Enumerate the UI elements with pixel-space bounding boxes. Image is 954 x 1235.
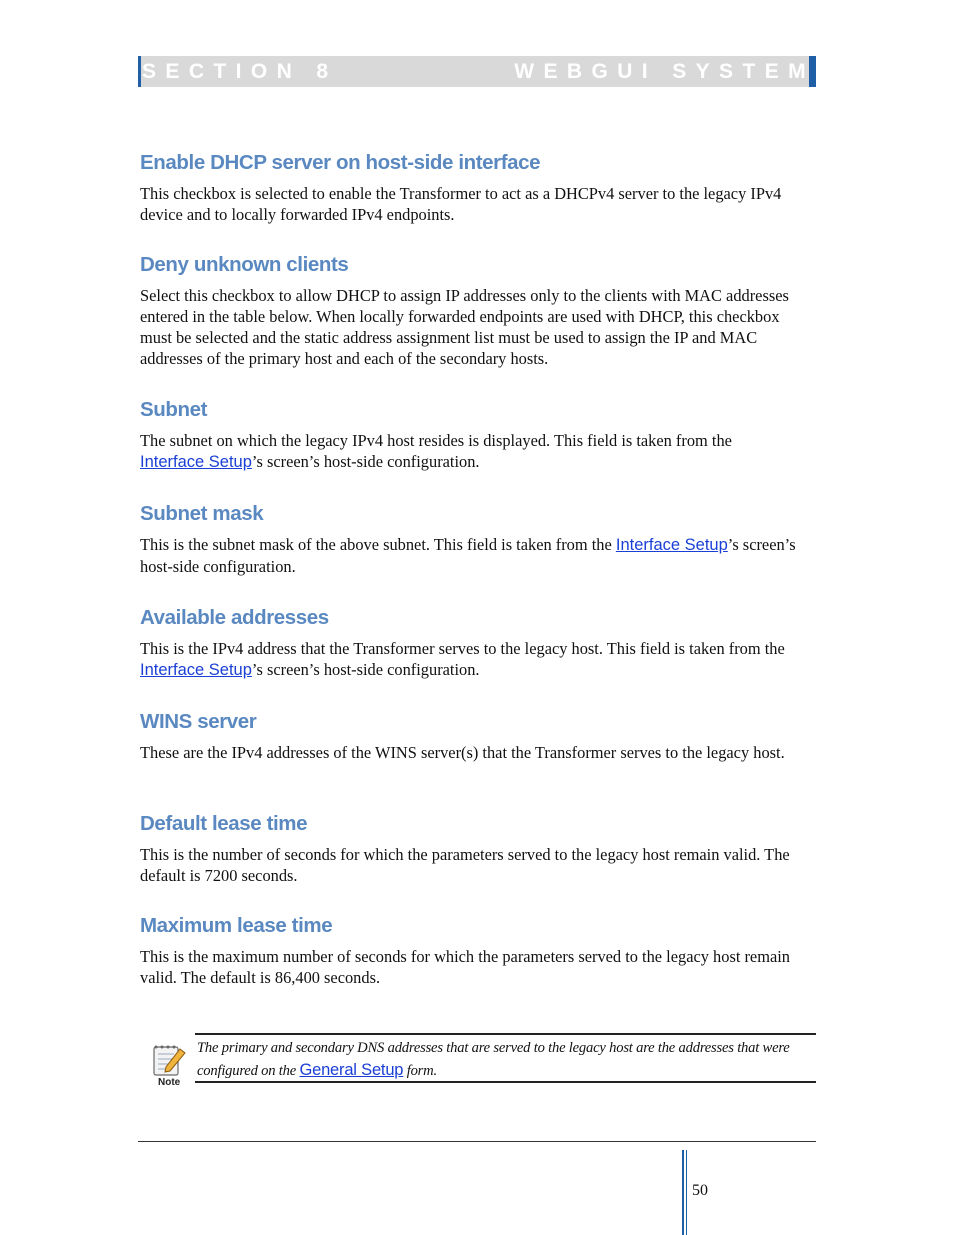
section-body: These are the IPv4 addresses of the WINS server(s) that the Transformer serves to the legacy host. (140, 743, 785, 762)
interface-setup-link[interactable]: Interface Setup (615, 536, 728, 554)
page-number-bar (686, 1150, 687, 1235)
section-deny-unknown-clients (140, 253, 800, 369)
section-heading: Maximum lease time (140, 914, 333, 937)
section-heading: Deny unknown clients (140, 253, 349, 276)
note-top-rule (195, 1033, 816, 1035)
section-heading: Enable DHCP server on host-side interface (140, 151, 541, 174)
section-body: This is the maximum number of seconds for which the parameters served to the legacy host remain valid. The default is 86,400 seconds. (140, 947, 790, 987)
body-text: The subnet on which the legacy IPv4 host resides is displayed. This field is taken from the (140, 431, 732, 450)
body-text: ’s screen’s host-side configuration. (140, 535, 796, 576)
section-maximum-lease-time (140, 914, 800, 988)
section-heading: Default lease time (140, 812, 308, 835)
general-setup-link[interactable]: General Setup (299, 1061, 404, 1079)
section-body (140, 534, 800, 577)
note-text (197, 1037, 812, 1082)
interface-setup-link[interactable]: Interface Setup (140, 661, 252, 679)
body-text: ’s screen’s host-side configuration. (251, 452, 480, 471)
section-heading: Subnet (140, 398, 208, 421)
note-label: Note (158, 1077, 181, 1088)
section-heading: Available addresses (140, 606, 329, 629)
note-bottom-rule (195, 1081, 816, 1083)
interface-setup-link[interactable]: Interface Setup (140, 453, 252, 471)
footer-rule (138, 1141, 816, 1142)
section-body: Select this checkbox to allow DHCP to assign IP addresses only to the clients with MAC addresses entered in the table below. When locally forwarded endpoints are used with DHCP, this checkbox must be selected and the static address assignment list must be used to assign the IP and MAC addresses of the primary host and each of the secondary hosts. (140, 286, 789, 368)
section-body: This checkbox is selected to enable the Transformer to act as a DHCPv4 server to the legacy IPv4 device and to locally forwarded IPv4 endpoints. (140, 184, 782, 224)
section-available-addresses (140, 606, 800, 681)
note-body: The primary and secondary DNS addresses that are served to the legacy host are the addresses that were configured on the (197, 1040, 790, 1079)
section-heading: Subnet mask (140, 502, 264, 525)
page-number: 50 (692, 1182, 708, 1199)
section-body: This is the number of seconds for which the parameters served to the legacy host remain valid. The default is 7200 seconds. (140, 845, 790, 885)
body-text: ’s screen’s host-side configuration. (251, 660, 480, 679)
section-heading: WINS server (140, 710, 257, 733)
section-title: WEBGUI SYSTEM (514, 60, 815, 83)
section-default-lease-time (140, 812, 800, 886)
page-number-bar (682, 1150, 684, 1235)
section-subnet-mask (140, 502, 800, 577)
body-text: This is the subnet mask of the above subnet. This field is taken from the (140, 535, 616, 554)
section-body (140, 638, 800, 681)
section-subnet (140, 398, 800, 473)
section-number: SECTION 8 (142, 60, 338, 83)
section-header-bar (138, 56, 816, 87)
note-body: form. (403, 1063, 437, 1079)
section-wins-server (140, 710, 800, 763)
body-text: This is the IPv4 address that the Transformer serves to the legacy host. This field is taken from the (140, 639, 785, 658)
section-enable-dhcp (140, 151, 800, 225)
section-body (140, 430, 800, 473)
